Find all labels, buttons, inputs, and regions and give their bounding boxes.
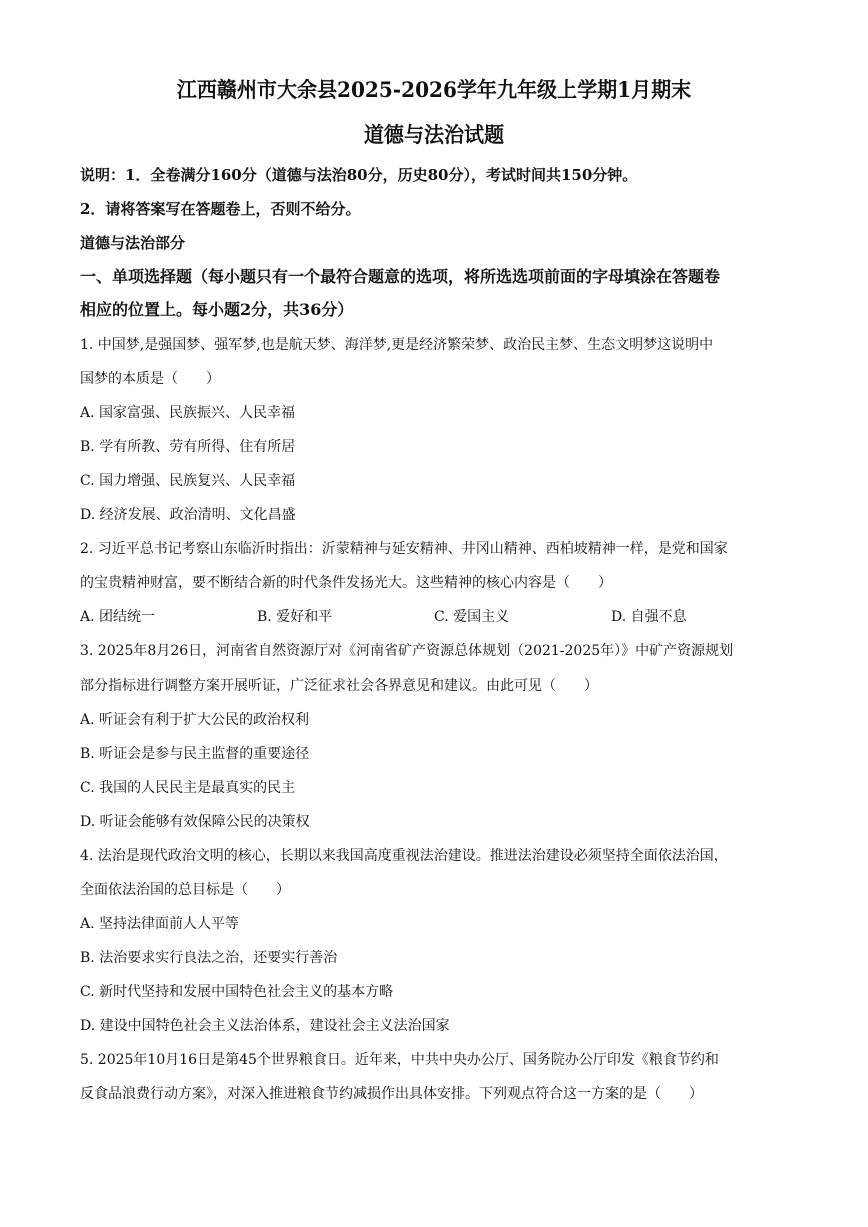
question-5-stem-line-1: 5. 2025年10月16日是第45个世界粮食日。近年来，中共中央办公厅、国务院办公厅印发《粮食节约和 bbox=[80, 1052, 719, 1068]
question-1-option-d: D. 经济发展、政治清明、文化昌盛 bbox=[80, 507, 296, 523]
question-5-stem-line-2: 反食品浪费行动方案》，对深入推进粮食节约减损作出具体安排。下列观点符合这一方案的是（ ） bbox=[80, 1086, 703, 1102]
question-1-stem-line-2: 国梦的本质是（ ） bbox=[80, 371, 220, 387]
instructions-line-1: 说明：1．全卷满分160分（道德与法治80分，历史80分），考试时间共150分钟。 bbox=[80, 166, 638, 184]
question-3-option-c: C. 我国的人民民主是最真实的民主 bbox=[80, 780, 296, 796]
question-4-stem-line-2: 全面依法治国的总目标是（ ） bbox=[80, 882, 290, 898]
question-3-stem-line-1: 3. 2025年8月26日，河南省自然资源厅对《河南省矿产资源总体规划（2021-2025年）》中矿产资源规划 bbox=[80, 643, 734, 659]
section-heading-line-1: 一、单项选择题（每小题只有一个最符合题意的选项，将所选选项前面的字母填涂在答题卷 bbox=[80, 267, 721, 286]
question-4-option-a: A. 坚持法律面前人人平等 bbox=[80, 916, 240, 932]
question-1-stem-line-1: 1. 中国梦,是强国梦、强军梦,也是航天梦、海洋梦,更是经济繁荣梦、政治民主梦、生态文明梦这说明中 bbox=[80, 337, 714, 353]
question-3-option-b: B. 听证会是参与民主监督的重要途径 bbox=[80, 746, 310, 762]
question-2-option-a: A. 团结统一 bbox=[80, 609, 156, 625]
question-2-stem-line-2: 的宝贵精神财富，要不断结合新的时代条件发扬光大。这些精神的核心内容是（ ） bbox=[80, 575, 612, 591]
question-2-stem-line-1: 2. 习近平总书记考察山东临沂时指出：沂蒙精神与延安精神、井冈山精神、西柏坡精神一样，是党和国家 bbox=[80, 541, 728, 557]
question-3-option-d: D. 听证会能够有效保障公民的决策权 bbox=[80, 814, 310, 830]
exam-title: 江西赣州市大余县2025-2026学年九年级上学期1月期末 bbox=[176, 77, 692, 102]
question-1-option-b: B. 学有所教、劳有所得、住有所居 bbox=[80, 439, 296, 455]
question-2-option-b: B. 爱好和平 bbox=[257, 609, 333, 625]
question-4-stem-line-1: 4. 法治是现代政治文明的核心，长期以来我国高度重视法治建设。推进法治建设必须坚持全面依法治国， bbox=[80, 848, 728, 864]
question-3-option-a: A. 听证会有利于扩大公民的政治权利 bbox=[80, 712, 310, 728]
question-2-option-c: C. 爱国主义 bbox=[434, 609, 510, 625]
question-3-stem-line-2: 部分指标进行调整方案开展听证，广泛征求社会各界意见和建议。由此可见（ ） bbox=[80, 678, 598, 694]
question-4-option-b: B. 法治要求实行良法之治，还要实行善治 bbox=[80, 950, 338, 966]
question-4-option-c: C. 新时代坚持和发展中国特色社会主义的基本方略 bbox=[80, 984, 394, 1000]
question-1-option-c: C. 国力增强、民族复兴、人民幸福 bbox=[80, 473, 296, 489]
question-1-option-a: A. 国家富强、民族振兴、人民幸福 bbox=[80, 405, 296, 421]
question-2-option-d: D. 自强不息 bbox=[611, 609, 687, 625]
section-heading-line-2: 相应的位置上。每小题2分，共36分） bbox=[80, 300, 354, 319]
question-4-option-d: D. 建设中国特色社会主义法治体系，建设社会主义法治国家 bbox=[80, 1018, 450, 1034]
exam-subtitle: 道德与法治试题 bbox=[363, 122, 505, 147]
part-title: 道德与法治部分 bbox=[80, 234, 186, 252]
instructions-line-2: 2．请将答案写在答题卷上，否则不给分。 bbox=[80, 200, 361, 218]
